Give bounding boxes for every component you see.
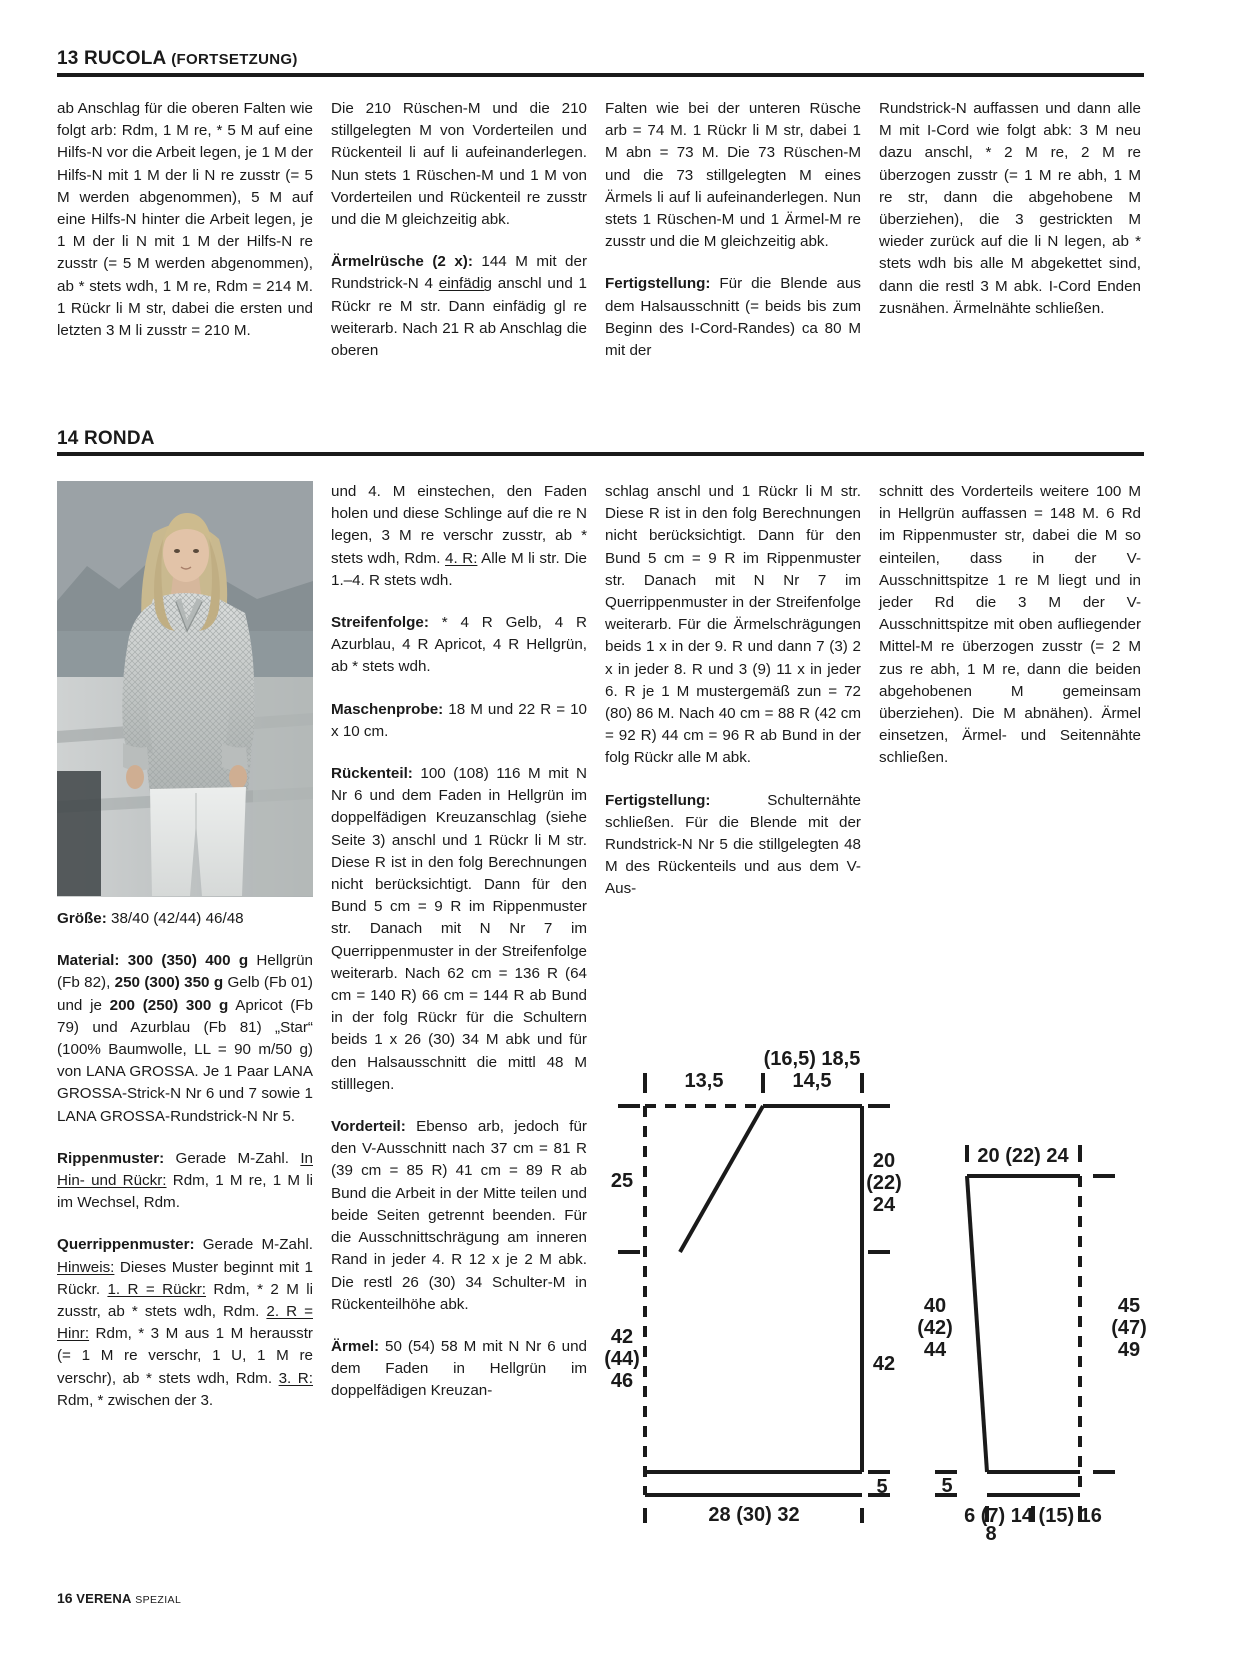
paragraph-text: Schulternähte schließen. Für die Blende mit der Rundstrick-N Nr 5 die stillgelegten 48 M des Rückenteils und aus dem V-Aus- (605, 791, 861, 898)
section-title-text: 14 RONDA (57, 428, 155, 449)
ronda-column-3 (605, 481, 861, 901)
paragraph-aermel (331, 1336, 587, 1403)
label-bottom-width: 28 (30) 32 (708, 1504, 800, 1526)
paragraph-underlined-4: 3. R: (278, 1369, 313, 1387)
paragraph-label: Rückenteil: (331, 765, 413, 783)
label-left-upper-height: 25 (610, 1170, 634, 1192)
section-title-rucola (57, 48, 1144, 71)
label-bottom-width-sub: 8 (985, 1523, 997, 1545)
label-top-left-width: 13,5 (684, 1070, 724, 1092)
paragraph-underlined-2: 1. R = Rückr: (107, 1280, 206, 1298)
section-title-text: 13 RUCOLA (57, 48, 166, 69)
paragraph-rueckenteil (331, 763, 587, 1096)
body-schematic (600, 995, 900, 1525)
paragraph (605, 273, 861, 362)
paragraph-label: Rippenmuster: (57, 1149, 165, 1167)
paragraph-text: und 4. M einstechen, den Faden holen und diese Schlinge auf die re N legen, 3 M re verschr zusstr, ab * stets wdh, Rdm. (331, 483, 587, 567)
paragraph (331, 481, 587, 592)
paragraph: Falten wie bei der unteren Rüsche arb = 74 M. 1 Rückr li M str, dabei 1 M abn = 73 M. Die 73 Rüschen-M und die 73 stillgelegten M eines Ärmels li auf li aufeinanderlegen. Nun stets 1 Rüschen-M und 1 Ärmel-M re zusstr und die M gleichzeitig abk. (605, 100, 861, 251)
paragraph-text-2: Dieses Muster beginnt mit 1 Rückr. (57, 1258, 313, 1298)
paragraph-text-4: Rdm, * 3 M aus 1 M herausstr (= 1 M re verschr, 1 U, 1 M re verschr), ab * stets wdh, Rdm. (57, 1325, 313, 1387)
paragraph-querrippenmuster (57, 1234, 313, 1412)
paragraph-underlined-3: 2. R = Hinr: (57, 1303, 313, 1343)
material-text-2: Gelb (Fb 01) und je (57, 974, 313, 1014)
paragraph-text-2: Rdm, 1 M re, 1 M li im Wechsel, Rdm. (57, 1172, 313, 1212)
label-top-right-width-mid: 14,5 (792, 1070, 832, 1092)
paragraph-label: Ärmel: (331, 1337, 380, 1355)
paragraph-label: Fertigstellung: (605, 791, 711, 809)
label-left-l3: 44 (923, 1339, 947, 1361)
paragraph-text: 144 M mit der Rundstrick-N 4 (331, 253, 587, 293)
footer-magazine-name: VERENA (76, 1591, 132, 1606)
material-amount-3: 200 (250) 300 g (109, 996, 229, 1014)
paragraph-vorderteil (331, 1116, 587, 1316)
paragraph: schlag anschl und 1 Rückr li M str. Diese R ist in den folg Berechnungen nicht berücksichtigt. Dann für den Bund 5 cm = 9 R im Rippenmuster str. Danach mit N Nr 7 im Querrippenmuster in der Streifenfolge weiterarb. Für die Ärmelschrägungen beids 1 x in der 9. R und dann 7 (3) 2 x in jeder 8. R und 3 (9) 11 x in jeder 6. R je 1 M mustergemäß zun = 72 (80) 86 M. Nach 40 cm = 88 R (42 cm = 92 R) 44 cm = 96 R ab Bund in der folg Rückr alle M abk. (605, 483, 861, 767)
paragraph-label: Größe: (57, 910, 107, 927)
label-right-upper-l3: 24 (872, 1194, 896, 1216)
paragraph-text: 100 (108) 116 M mit N Nr 6 und dem Faden in Hellgrün im doppelfädigen Kreuzanschlag (siehe Seite 3) anschl und 1 Rückr li M str. Diese R ist in den folg Berechnungen nicht berücksichtigt. Dann für den Bund 5 cm = 9 R im Rippenmuster str. Danach mit N Nr 7 im Querrippenmuster in der Streifenfolge weiterarb. Nach 62 cm = 136 R (64 cm = 140 R) 66 cm = 144 R ab Bund in der folg Rückr für die Schultern beids 1 x 26 (30) 34 M abk und für den Halsausschnitt die mittl 48 M stilllegen. (331, 765, 587, 1093)
sleeve-schematic (905, 1140, 1155, 1545)
heading-rule (57, 73, 1144, 77)
label-left-lower-l2: (44) (604, 1348, 640, 1370)
paragraph: Rundstrick-N auffassen und dann alle M mit I-Cord wie folgt abk: 3 M neu dazu anschl, * 2 M re, 2 M re überzogen zusstr (= 1 M re abh, 1 M re str, dann die abgehobene M überziehen), die 3 gestrickten M wieder zurück auf die li N legen, ab * stets wdh bis alle M abgekettet sind, dann die restl 3 M abk. I-Cord Enden zusnähen. Ärmelnähte schließen. (879, 100, 1141, 317)
label-top-width: 20 (22) 24 (977, 1145, 1069, 1167)
paragraph: ab Anschlag für die oberen Falten wie folgt arb: Rdm, 1 M re, * 5 M auf eine Hilfs-N vor die Arbeit legen, je 1 M der Hilfs-N mit 1 M der li N re zusstr (= 5 M werden abgenommen), 5 M auf eine Hilfs-N hinter die Arbeit legen, je 1 M der li N mit 1 M der Hilfs-N re zusstr (= 5 M werden abgenommen), ab * stets wdh, 1 M re, Rdm = 214 M. 1 Rückr li M str, dabei die ersten und letzten 3 M li zusstr = 210 M. (57, 100, 313, 340)
page-footer (57, 1590, 181, 1608)
heading-rule (57, 452, 1144, 456)
section-title-ronda (57, 428, 1144, 450)
ronda-column-4 (879, 481, 1141, 770)
label-top-right-width-paren: (16,5) 18,5 (763, 1048, 861, 1070)
label-right-upper-l2: (22) (866, 1172, 902, 1194)
paragraph-label: Fertigstellung: (605, 275, 711, 293)
label-bottom-width: 6 (7) 14 (15) 16 (964, 1505, 1102, 1527)
rucola-column-3 (605, 98, 861, 362)
photo-graphic (57, 481, 313, 896)
label-left-lower-l3: 46 (610, 1370, 634, 1392)
rucola-column-1 (57, 98, 313, 342)
label-right-l1: 45 (1117, 1295, 1141, 1317)
paragraph-maschenprobe (331, 699, 587, 743)
rucola-column-4 (879, 98, 1141, 320)
material-amount-2: 250 (300) 350 g (114, 974, 224, 992)
material-text-1: Hellgrün (Fb 82), (57, 952, 313, 992)
paragraph-text: 18 M und 22 R = 10 x 10 cm. (331, 700, 587, 740)
label-bottom-band: 5 (941, 1475, 953, 1497)
footer-edition: SPEZIAL (135, 1594, 182, 1606)
label-left-l2: (42) (917, 1317, 953, 1339)
sleeve-schematic-svg (905, 1140, 1155, 1545)
paragraph-fertigstellung (605, 790, 861, 901)
section-continuation-text: (FORTSETZUNG) (171, 51, 298, 68)
paragraph-material (57, 950, 313, 1128)
label-right-l2: (47) (1111, 1317, 1147, 1339)
paragraph-text-5: Rdm, * zwischen der 3. (57, 1391, 214, 1409)
ronda-column-1 (57, 908, 313, 1412)
paragraph-text: 38/40 (42/44) 46/48 (106, 910, 244, 927)
paragraph: Die 210 Rüschen-M und die 210 stillgelegten M von Vorderteilen und Rückenteil li auf li aufeinanderlegen. Nun stets 1 Rüschen-M und 1 M von Vorderteilen und Rückenteil re zusstr und die M gleichzeitig abk. (331, 100, 587, 229)
paragraph-text: Für die Blende aus dem Halsausschnitt (= beids bis zum Beginn des I-Cord-Randes) ca 80 M mit der (605, 275, 861, 360)
label-right-lower-height: 42 (872, 1353, 896, 1375)
label-left-l1: 40 (923, 1295, 947, 1317)
paragraph-text-2: anschl und 1 Rückr re M str. Dann einfädig gl re weiterarb. Nach 21 R ab Anschlag die oberen (331, 275, 587, 360)
paragraph-text: 50 (54) 58 M mit N Nr 6 und dem Faden in Hellgrün im doppelfädigen Kreuzan- (331, 1337, 587, 1400)
paragraph-label: Streifenfolge: (331, 614, 429, 632)
paragraph-underlined: einfädig (438, 275, 492, 293)
label-left-lower-l1: 42 (610, 1326, 634, 1348)
section-heading-rucola (57, 48, 1144, 77)
paragraph-label: Material: (57, 952, 120, 970)
ronda-column-2 (331, 481, 587, 1403)
paragraph-text: Gerade M-Zahl. (194, 1236, 313, 1254)
paragraph-streifenfolge (331, 612, 587, 679)
paragraph-text: Gerade M-Zahl. (164, 1149, 301, 1167)
rucola-column-2 (331, 98, 587, 362)
material-amount-1: 300 (350) 400 g (119, 952, 249, 970)
label-right-l3: 49 (1117, 1339, 1141, 1361)
paragraph-underlined-1: Hinweis: (57, 1258, 115, 1276)
paragraph-text-3: Rdm, * 2 M li zusstr, ab * stets wdh, Rdm. (57, 1280, 313, 1321)
footer-page-number: 16 (57, 1590, 73, 1606)
paragraph-text: Ebenso arb, jedoch für den V-Ausschnitt nach 37 cm = 81 R (39 cm = 85 R) 41 cm = 89 R ab Bund die Arbeit in der Mitte teilen und beide Seiten getrennt beenden. Für die Ausschnittschrägung am inneren Rand in jeder 4. R 12 x je 2 M abk. Die restl 26 (30) 34 Schulter-M in Rückenteilhöhe abk. (331, 1118, 587, 1313)
paragraph-label: Maschenprobe: (331, 700, 444, 718)
model-photo (57, 481, 313, 896)
paragraph (331, 251, 587, 362)
paragraph-text: * 4 R Gelb, 4 R Azurblau, 4 R Apricot, 4 R Hellgrün, ab * stets wdh. (331, 614, 587, 676)
section-heading-ronda (57, 428, 1144, 456)
material-text-3: Apricot (Fb 79) und Azurblau (Fb 81) „Star“ (100% Baumwolle, LL = 90 m/50 g) von LANA GROSSA. Je 1 Paar LANA GROSSA-Strick-N Nr 6 und 7 sowie 1 LANA GROSSA-Rundstrick-N Nr 5. (57, 996, 313, 1125)
paragraph-label: Vorderteil: (331, 1118, 406, 1136)
paragraph-label: Ärmelrüsche (2 x): (331, 253, 473, 271)
label-right-upper-l1: 20 (872, 1150, 896, 1172)
paragraph-underlined: 4. R: (445, 549, 478, 567)
paragraph-groesse (57, 908, 313, 930)
paragraph-rippenmuster (57, 1148, 313, 1215)
paragraph-text-2: Alle M li str. Die 1.–4. R stets wdh. (331, 549, 587, 589)
paragraph-underlined: In Hin- und Rückr: (57, 1149, 313, 1190)
body-schematic-svg (600, 995, 900, 1525)
paragraph: schnitt des Vorderteils weitere 100 M in Hellgrün auffassen = 148 M. 6 Rd im Rippenmuster str, dabei die M so einteilen, dass in der V-Ausschnittspitze 1 re M liegt und in jeder Rd die 3 M der V-Ausschnittspitze mit oben aufliegender Mittel-M re überzogen zusstr (= 2 M zus re abh, 1 M re, dann die beiden abgehobenen M gemeinsam überziehen). Die M abnähen). Ärmel einsetzen, Ärmel- und Seitennähte schließen. (879, 483, 1141, 767)
paragraph-label: Querrippenmuster: (57, 1236, 195, 1254)
label-bottom-band: 5 (876, 1476, 888, 1498)
